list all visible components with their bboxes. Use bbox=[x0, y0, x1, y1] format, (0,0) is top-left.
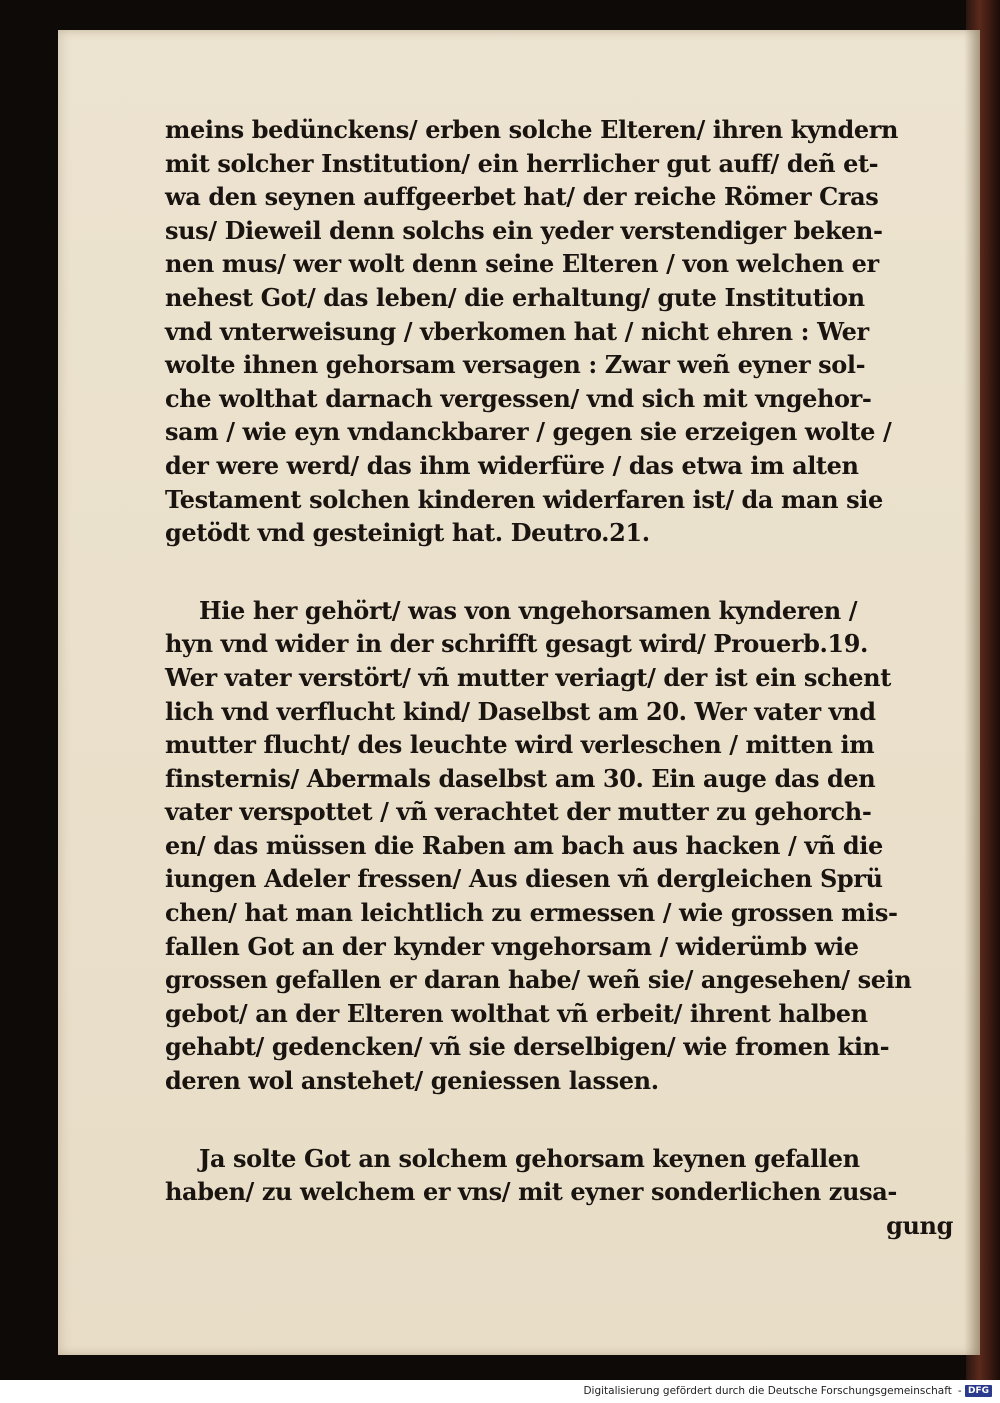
text-line: fallen Got an der kynder vngehorsam / widerümb wie bbox=[165, 931, 859, 961]
text-line: en/ das müssen die Raben am bach aus hacken / vñ die bbox=[165, 830, 883, 860]
text-line: Wer vater verstört/ vñ mutter veriagt/ der ist ein schent bbox=[165, 662, 891, 692]
text-line: sam / wie eyn vndanckbarer / gegen sie erzeigen wolte / bbox=[165, 417, 892, 447]
text-line: Ja solte Got an solchem gehorsam keynen gefallen bbox=[199, 1143, 860, 1173]
text-line: nehest Got/ das leben/ die erhaltung/ gute Institution bbox=[165, 282, 865, 312]
text-line: che wolthat darnach vergessen/ vnd sich mit vngehor- bbox=[165, 383, 872, 413]
text-line: sus/ Dieweil denn solchs ein yeder verstendiger beken- bbox=[165, 215, 883, 245]
funding-credit: Digitalisierung gefördert durch die Deutsche Forschungsgemeinschaft bbox=[583, 1385, 952, 1397]
text-line: wolte ihnen gehorsam versagen : Zwar weñ eyner sol- bbox=[165, 350, 866, 380]
digitization-footer bbox=[0, 1380, 1000, 1403]
paragraph-gap bbox=[165, 550, 955, 594]
text-line: gehabt/ gedencken/ vñ sie derselbigen/ wie fromen kin- bbox=[165, 1032, 890, 1062]
text-line: haben/ zu welchem er vns/ mit eyner sonderlichen zusa- bbox=[165, 1177, 897, 1207]
paragraph-2 bbox=[165, 594, 955, 1098]
text-line: Testament solchen kinderen widerfaren ist/ da man sie bbox=[165, 484, 883, 514]
separator: - bbox=[957, 1385, 965, 1397]
text-line: vnd vnterweisung / vberkomen hat / nicht ehren : Wer bbox=[165, 316, 869, 346]
dfg-logo-icon: DFG bbox=[965, 1385, 992, 1397]
text-line: vater verspottet / vñ verachtet der mutter zu gehorch- bbox=[165, 797, 872, 827]
page-text bbox=[165, 113, 955, 1242]
text-line: iungen Adeler fressen/ Aus diesen vñ dergleichen Sprü bbox=[165, 864, 883, 894]
text-line: hyn vnd wider in der schrifft gesagt wird/ Prouerb.19. bbox=[165, 629, 868, 659]
paragraph-3 bbox=[165, 1142, 955, 1209]
text-line: nen mus/ wer wolt denn seine Elteren / von welchen er bbox=[165, 249, 879, 279]
catchword: gung bbox=[886, 1210, 953, 1240]
text-line: chen/ hat man leichtlich zu ermessen / wie grossen mis- bbox=[165, 898, 898, 928]
text-line: getödt vnd gesteinigt hat. Deutro.21. bbox=[165, 518, 650, 548]
text-line: deren wol anstehet/ geniessen lassen. bbox=[165, 1066, 659, 1096]
text-line: Hie her gehört/ was von vngehorsamen kynderen / bbox=[199, 595, 858, 625]
text-line: wa den seynen auffgeerbet hat/ der reiche Römer Cras bbox=[165, 182, 879, 212]
text-line: finsternis/ Abermals daselbst am 30. Ein auge das den bbox=[165, 763, 876, 793]
text-line: lich vnd verflucht kind/ Daselbst am 20. Wer vater vnd bbox=[165, 696, 876, 726]
text-line: mit solcher Institution/ ein herrlicher gut auff/ deñ et- bbox=[165, 148, 879, 178]
text-line: gebot/ an der Elteren wolthat vñ erbeit/ ihrent halben bbox=[165, 998, 868, 1028]
paragraph-1 bbox=[165, 113, 955, 550]
paragraph-gap bbox=[165, 1098, 955, 1142]
text-line: grossen gefallen er daran habe/ weñ sie/ angesehen/ sein bbox=[165, 965, 912, 995]
text-line: meins bedünckens/ erben solche Elteren/ ihren kyndern bbox=[165, 115, 899, 144]
text-line: mutter flucht/ des leuchte wird verleschen / mitten im bbox=[165, 730, 875, 760]
text-line: der were werd/ das ihm widerfüre / das etwa im alten bbox=[165, 450, 859, 480]
